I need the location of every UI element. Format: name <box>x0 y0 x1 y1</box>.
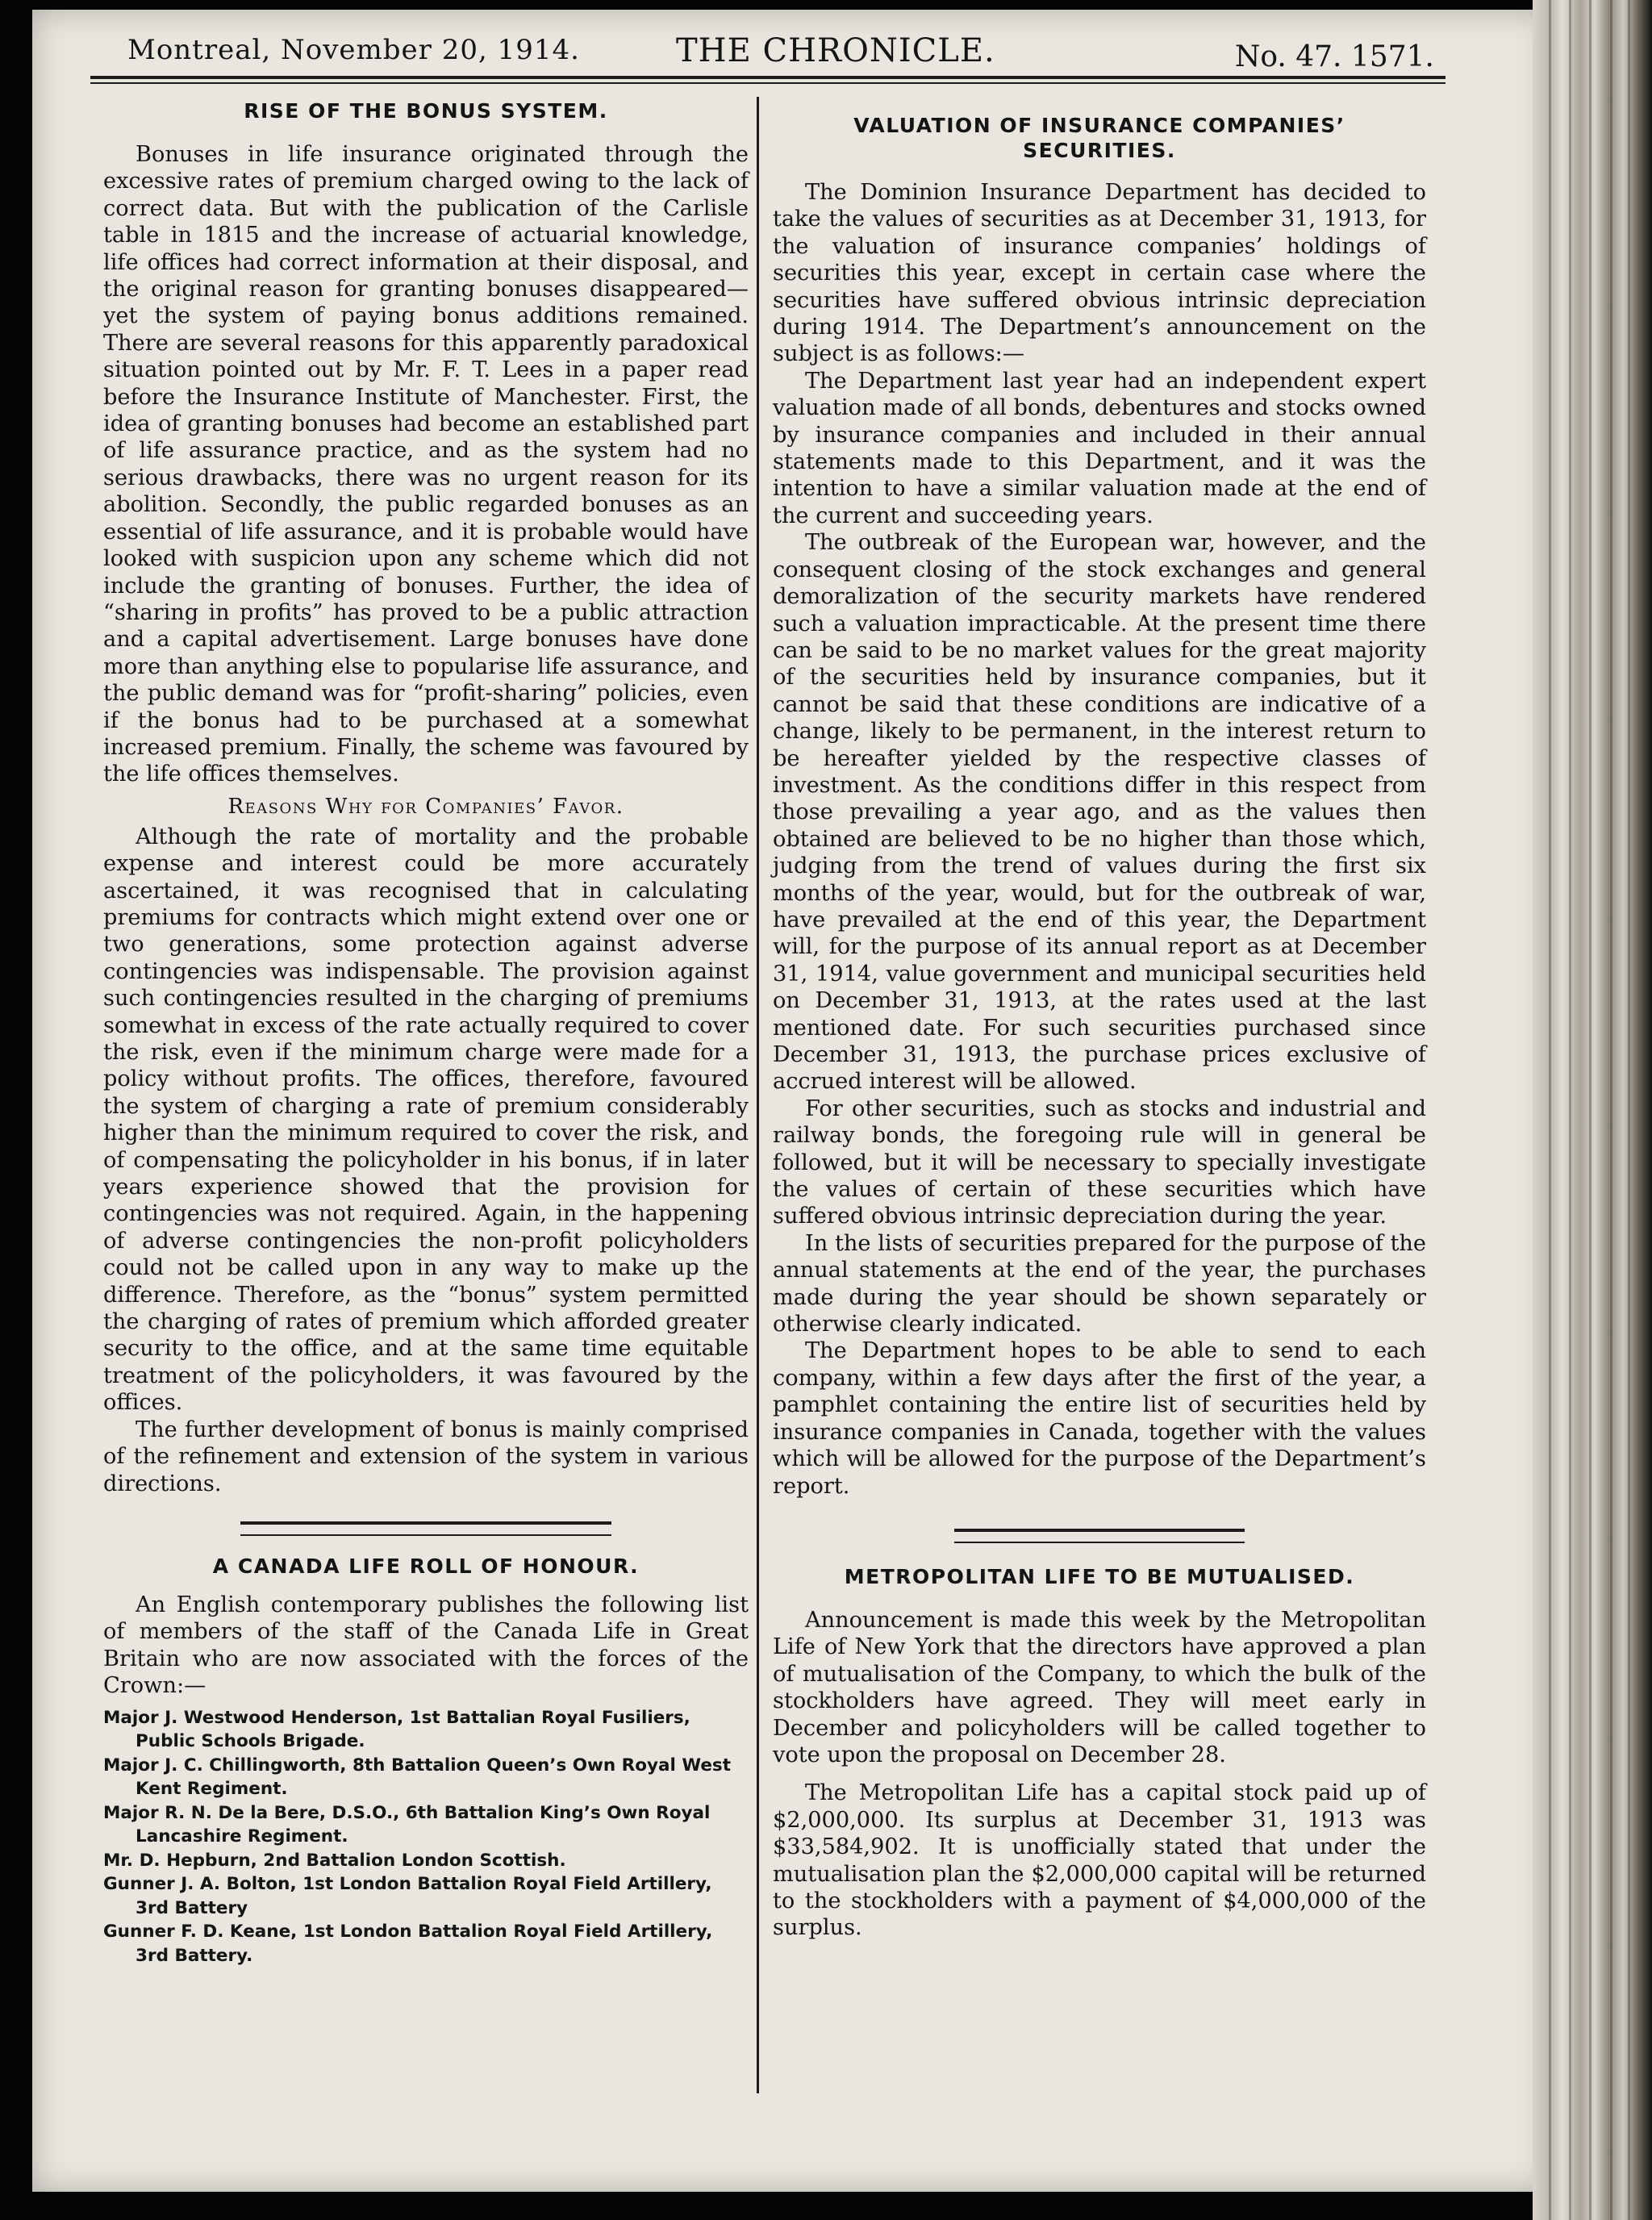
paragraph: The Department last year had an independent expert valuation made of all bonds, debentures and stocks owned by insurance companies and included in their annual statements made to this Department, and it was the intention to have a similar valuation made at the end of the current and succeeding years. <box>773 368 1426 528</box>
left-column <box>103 98 749 1968</box>
header-masthead: THE CHRONICLE. <box>676 32 995 69</box>
paragraph: Announcement is made this week by the Metropolitan Life of New York that the directors have approved a plan of mutualisation of the Company, to which the bulk of the stockholders have agreed. They will meet early in December and policyholders will be called together to vote upon the proposal on December 28. <box>773 1607 1426 1767</box>
honour-roll-list <box>103 1706 749 1968</box>
article-title-bonus-system: RISE OF THE BONUS SYSTEM. <box>244 99 608 123</box>
page-edge-line <box>1569 0 1571 2220</box>
paragraph: In the lists of securities prepared for the purpose of the annual statements at the end of the year, the purchases made during the year should be shown separately or otherwise clearly indicated. <box>773 1230 1426 1337</box>
header-dateline: Montreal, November 20, 1914. <box>127 34 580 66</box>
paragraph: The Department hopes to be able to send to each company, within a few days after the first of the year, a pamphlet containing the entire list of securities held by insurance companies in Canada, together with the values which will be allowed for the purpose of the Department’s report. <box>773 1338 1426 1499</box>
list-item: Gunner F. D. Keane, 1st London Battalion Royal Field Artillery, 3rd Battery. <box>103 1922 713 1966</box>
paragraph: For other securities, such as stocks and industrial and railway bonds, the foregoing rule will in general be followed, but it will be necessary to specially investigate the values of certain of these securities which have suffered obvious intrinsic depreciation during the year. <box>773 1095 1426 1229</box>
page-edge-line <box>1628 0 1630 2220</box>
article-title-line: SECURITIES. <box>1023 139 1176 162</box>
header-rule-thin <box>90 82 1446 84</box>
paragraph: The Dominion Insurance Department has decided to take the values of securities as at December 31, 1913, for the valuation of insurance companies’ holdings of securities this year, except in certain case where the securities have suffered obvious intrinsic depreciation during 1914. The Department’s announcement on the subject is as follows:— <box>773 180 1426 367</box>
article-title-valuation <box>773 113 1426 163</box>
paragraph: The outbreak of the European war, however, and the consequent closing of the stock exchanges and general demoralization of the security markets have rendered such a valuation impracticable. At the present time there can be said to be no market values for the great majority of the securities held by insurance companies, but it cannot be said that these conditions are indicative of a change, likely to be permanent, in the interest return to be hereafter yielded by the respective classes of investment. As the conditions differ in this respect from those prevailing a year ago, and as the values then obtained are believed to be no higher than those which, judging from the trend of values during the first six months of the year, would, but for the outbreak of war, have prevailed at the end of this year, the Department will, for the purpose of its annual report as at December 31, 1914, value government and municipal securities held on December 31, 1913, at the rates used at the last mentioned date. For such securities purchased since December 31, 1913, the purchase prices exclusive of accrued interest will be allowed. <box>773 530 1426 1095</box>
section-separator <box>954 1529 1245 1543</box>
newspaper-page <box>32 10 1549 2192</box>
list-item: Major J. Westwood Henderson, 1st Battalian Royal Fusiliers, Public Schools Brigade. <box>103 1707 690 1752</box>
paragraph: Bonuses in life insurance originated through the excessive rates of premium charged owing to the lack of correct data. But with the publication of the Carlisle table in 1815 and the increase of actuarial knowledge, life offices had correct information at their disposal, and the original reason for granting bonuses disappeared— yet the system of paying bonus additions remained. There are several reasons for this apparently paradoxical situation pointed out by Mr. F. T. Lees in a paper read before the Insurance Institute of Manchester. First, the idea of granting bonuses had become an established part of life assurance practice, and as the system had no serious drawbacks, there was no urgent reason for its abolition. Secondly, the public regarded bonuses as an essential of life assurance, and it is probable would have looked with suspicion upon any scheme which did not include the granting of bonuses. Further, the idea of “sharing in profits” has proved to be a public attraction and a capital advertisement. Large bonuses have done more than anything else to popularise life assurance, and the public demand was for “profit-sharing” policies, even if the bonus had to be purchased at a somewhat increased premium. Finally, the scheme was favoured by the life offices themselves. <box>103 142 749 787</box>
header-rule-thick <box>90 76 1446 79</box>
paragraph: An English contemporary publishes the following list of members of the staff of the Canada Life in Great Britain who are now associated with the forces of the Crown:— <box>103 1592 749 1699</box>
section-separator <box>240 1521 611 1536</box>
paragraph: The Metropolitan Life has a capital stock paid up of $2,000,000. Its surplus at December 31, 1913 was $33,584,902. It is unofficially stated that under the mutualisation plan the $2,000,000 capital will be returned to the stockholders with a payment of $4,000,000 of the surplus. <box>773 1780 1426 1941</box>
article-title-roll-of-honour: A CANADA LIFE ROLL OF HONOUR. <box>212 1554 640 1578</box>
article-title-metropolitan: METROPOLITAN LIFE TO BE MUTUALISED. <box>844 1564 1355 1588</box>
list-item: Mr. D. Hepburn, 2nd Battalion London Scottish. <box>103 1850 566 1871</box>
bleed-through-texture <box>161 2107 1420 2139</box>
page-edge-line <box>1549 0 1551 2220</box>
book-gutter <box>1533 0 1652 2220</box>
page-edge-line <box>1589 0 1592 2220</box>
list-item: Major R. N. De la Bere, D.S.O., 6th Battalion King’s Own Royal Lancashire Regiment. <box>103 1802 711 1847</box>
right-column <box>773 98 1426 1942</box>
column-divider <box>757 97 759 2093</box>
page-edge-line <box>1610 0 1612 2220</box>
article-title-line: VALUATION OF INSURANCE COMPANIES’ <box>853 114 1345 137</box>
list-item: Gunner J. A. Bolton, 1st London Battalion Royal Field Artillery, 3rd Battery <box>103 1874 712 1918</box>
header-issue-number: No. 47. 1571. <box>1234 40 1434 73</box>
subheading: Reasons Why for Companies’ Favor. <box>227 794 624 819</box>
list-item: Major J. C. Chillingworth, 8th Battalion Queen’s Own Royal West Kent Regiment. <box>103 1755 731 1800</box>
paragraph: Although the rate of mortality and the probable expense and interest could be more accurately ascertained, it was recognised that in calculating premiums for contracts which might extend over one or two generations, some protection against adverse contingencies was indispensable. The provision against such contingencies resulted in the charging of premiums somewhat in excess of the rate actually required to cover the risk, even if the minimum charge were made for a policy without profits. The offices, therefore, favoured the system of charging a rate of premium considerably higher than the minimum required to cover the risk, and of compensating the policyholder in his bonus, if in later years experience showed that the provision for contingencies was not required. Again, in the happening of adverse contingencies the non-profit policyholders could not be called upon in any way to make up the difference. Therefore, as the “bonus” system permitted the charging of rates of premium which afforded greater security to the office, and at the same time equitable treatment of the policyholders, it was favoured by the offices. <box>103 824 749 1416</box>
paragraph: The further development of bonus is mainly comprised of the refinement and extension of the system in various directions. <box>103 1417 749 1496</box>
